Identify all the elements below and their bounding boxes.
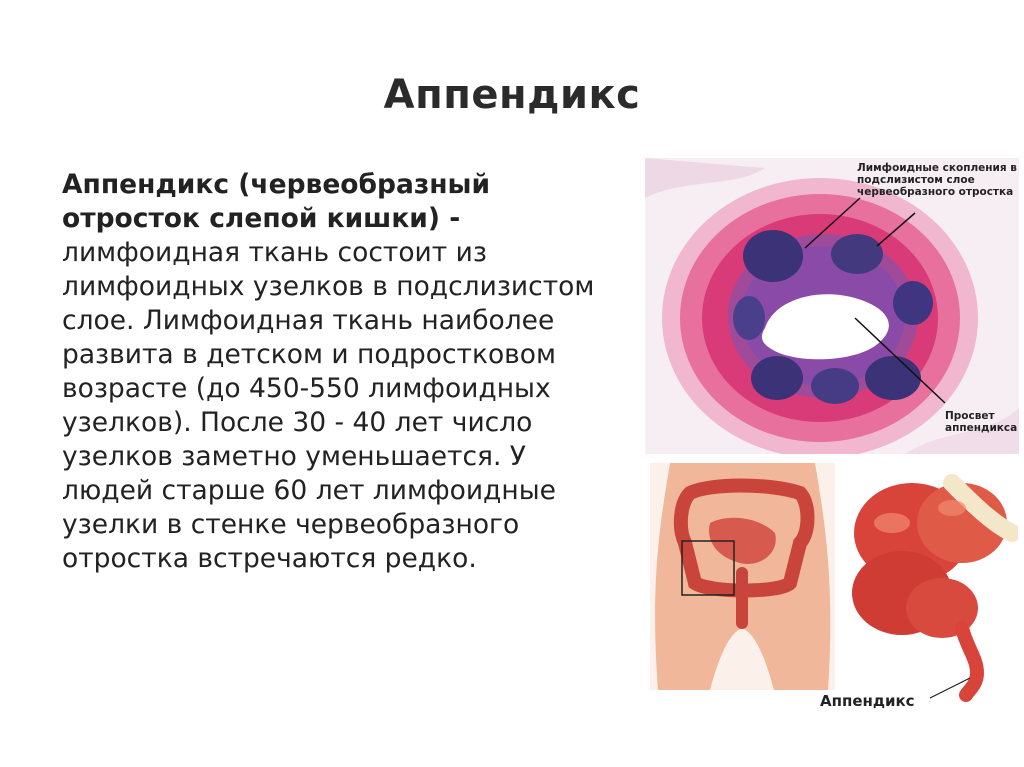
- appendix-micrograph: [645, 158, 1019, 454]
- slide-title: Аппендикс: [383, 72, 641, 118]
- body-text-dash: -: [440, 203, 461, 234]
- body-text-bold: Аппендикс (червеобразный отросток слепой кишки): [62, 169, 491, 234]
- micrograph-label-nodes-1: Лимфоидные скопления в: [857, 162, 1017, 174]
- abdomen-illustration: [650, 463, 835, 690]
- appendix-closeup-illustration: [842, 463, 1018, 703]
- appendix-label: Аппендикс: [820, 692, 915, 710]
- body-text-regular: лимфоидная ткань состоит из лимфоидных узелков в подслизистом слое. Лимфоидная ткань наиболее развита в детском и подростковом возрасте (до 450-550 лимфоидных узелков). После 30 - 40 лет число узелков заметно уменьшается. У людей старше 60 лет лимфоидные узелки в стенке червеобразного отростка встречаются редко.: [62, 237, 595, 574]
- micrograph-label-lumen-1: Просвет: [945, 410, 995, 422]
- micrograph-label-lumen-2: аппендикса: [945, 422, 1018, 434]
- micrograph-label-nodes-3: червеобразного отростка: [857, 186, 1014, 198]
- slide-body-text: [62, 168, 622, 576]
- micrograph-label-nodes-2: подслизистом слое: [857, 174, 975, 186]
